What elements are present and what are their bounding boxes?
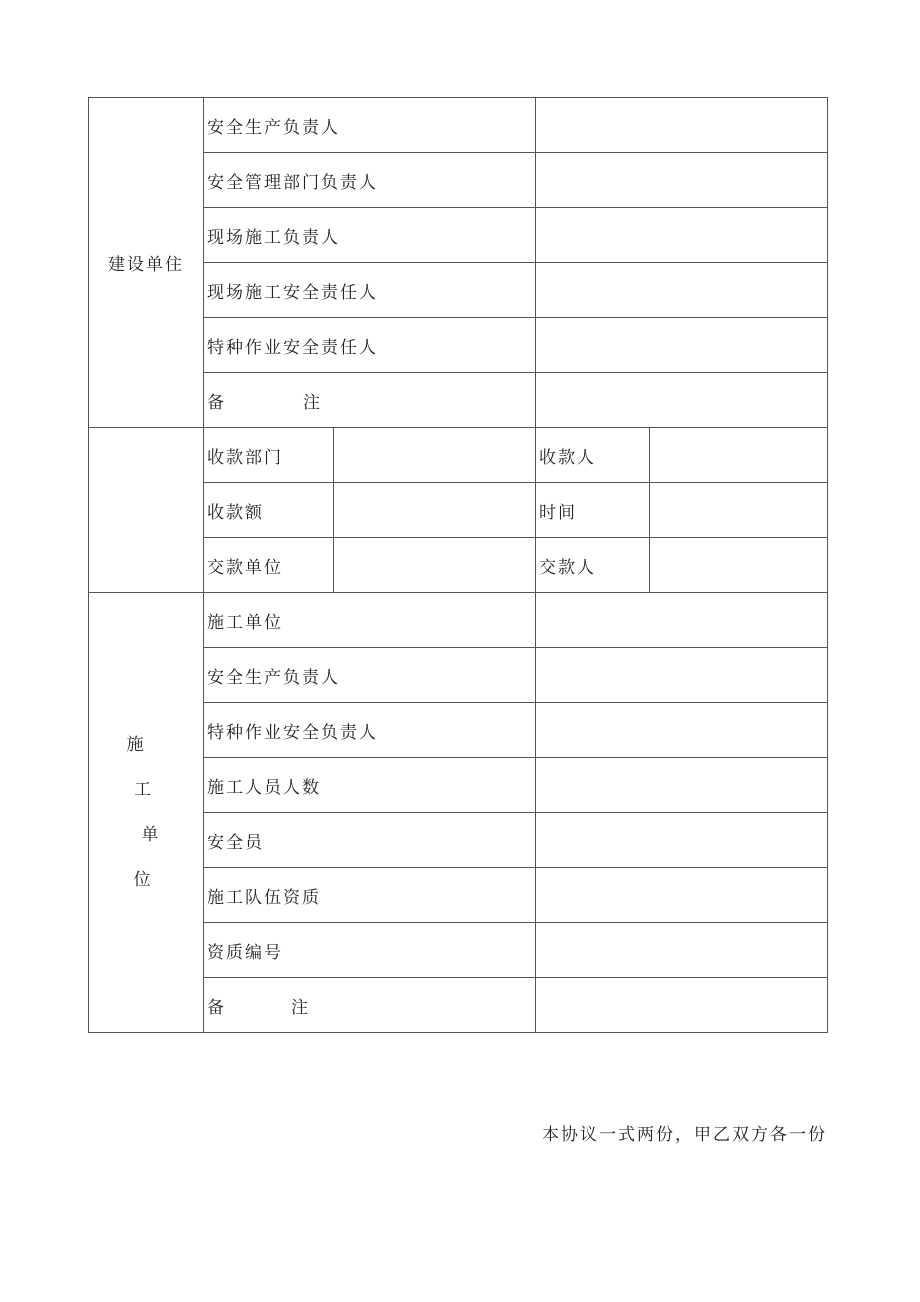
remark-char-b: 注 bbox=[303, 392, 322, 413]
construction-row-label: 安全管理部门负责人 bbox=[204, 153, 536, 208]
contractor-row bbox=[89, 593, 828, 648]
contractor-row-value[interactable] bbox=[536, 923, 828, 978]
construction-row-label: 现场施工负责人 bbox=[204, 208, 536, 263]
contractor-row-value[interactable] bbox=[536, 703, 828, 758]
construction-row bbox=[89, 98, 828, 153]
contractor-row-label: 安全员 bbox=[204, 813, 536, 868]
payment-right-value[interactable] bbox=[650, 428, 828, 483]
construction-row-value[interactable] bbox=[536, 98, 828, 153]
construction-row-value[interactable] bbox=[536, 263, 828, 318]
payment-right-label: 时间 bbox=[536, 483, 650, 538]
contractor-label-char: 单 bbox=[141, 824, 161, 845]
payment-section-label bbox=[89, 428, 204, 593]
payment-right-label: 收款人 bbox=[536, 428, 650, 483]
remark-char-a: 备 bbox=[207, 997, 226, 1018]
contractor-row-label: 特种作业安全负责人 bbox=[204, 703, 536, 758]
construction-remark-value[interactable] bbox=[536, 373, 828, 428]
construction-row-value[interactable] bbox=[536, 153, 828, 208]
contractor-row-value[interactable] bbox=[536, 813, 828, 868]
construction-unit-label: 建设单住 bbox=[89, 98, 204, 428]
payment-left-value[interactable] bbox=[334, 483, 536, 538]
contractor-row-label: 施工单位 bbox=[204, 593, 536, 648]
contractor-row-label: 安全生产负责人 bbox=[204, 648, 536, 703]
construction-row-value[interactable] bbox=[536, 318, 828, 373]
contractor-row-label: 施工队伍资质 bbox=[204, 868, 536, 923]
agreement-form-table bbox=[88, 97, 828, 1033]
agreement-footer-note: 本协议一式两份，甲乙双方各一份 bbox=[542, 1125, 827, 1145]
remark-char-b: 注 bbox=[291, 997, 310, 1018]
contractor-remark-value[interactable] bbox=[536, 978, 828, 1033]
contractor-unit-label bbox=[89, 593, 204, 1033]
remark-char-a: 备 bbox=[207, 392, 226, 413]
payment-left-label: 收款部门 bbox=[204, 428, 334, 483]
payment-left-value[interactable] bbox=[334, 538, 536, 593]
payment-row bbox=[89, 428, 828, 483]
contractor-row-label: 资质编号 bbox=[204, 923, 536, 978]
construction-row-label: 现场施工安全责任人 bbox=[204, 263, 536, 318]
construction-row-value[interactable] bbox=[536, 208, 828, 263]
payment-right-value[interactable] bbox=[650, 538, 828, 593]
contractor-row-value[interactable] bbox=[536, 868, 828, 923]
contractor-label-char: 施 bbox=[126, 734, 146, 755]
construction-remark-label bbox=[204, 373, 536, 428]
construction-row-label: 特种作业安全责任人 bbox=[204, 318, 536, 373]
payment-left-label: 交款单位 bbox=[204, 538, 334, 593]
contractor-remark-label bbox=[204, 978, 536, 1033]
contractor-label-char: 工 bbox=[134, 779, 153, 800]
contractor-row-value[interactable] bbox=[536, 648, 828, 703]
payment-right-value[interactable] bbox=[650, 483, 828, 538]
payment-left-value[interactable] bbox=[334, 428, 536, 483]
payment-right-label: 交款人 bbox=[536, 538, 650, 593]
contractor-label-char: 位 bbox=[133, 869, 153, 890]
contractor-row-value[interactable] bbox=[536, 758, 828, 813]
construction-row-label: 安全生产负责人 bbox=[204, 98, 536, 153]
contractor-row-label: 施工人员人数 bbox=[204, 758, 536, 813]
payment-left-label: 收款额 bbox=[204, 483, 334, 538]
contractor-row-value[interactable] bbox=[536, 593, 828, 648]
